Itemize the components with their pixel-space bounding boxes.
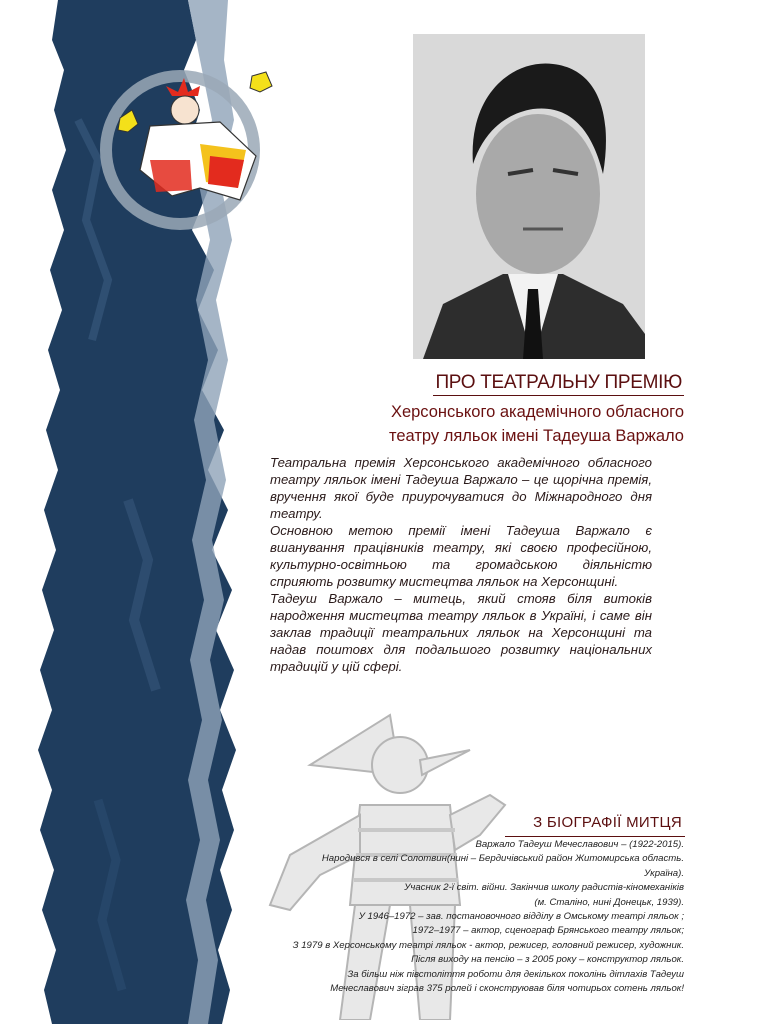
portrait-photo [413,34,645,359]
paragraph: Основною метою премії імені Тадеуша Варжало є вшанування працівників театру, які своєю професійною, культурно-освітньою та громадською діяльністю сприяють розвитку мистецтва ляльок на Херсонщині. [270,523,652,589]
award-subheading-line1: Херсонського академічного обласного [390,403,684,421]
bio-line: У 1946–1972 – зав. постановочного відділу в Омському театрі ляльок ; [358,911,684,923]
award-description [270,454,652,675]
paragraph: Театральна премія Херсонського академічного обласного театру ляльок імені Тадеуша Варжало – це щорічна премія, вручення якої буде приурочуватися до Міжнародного дня театру. [270,455,652,521]
bio-line: Мечеславович зіграв 375 ролей і сконструював біля чотирьох сотень ляльок! [330,983,684,995]
bio-line: Після виходу на пенсію – з 2005 року – конструктор ляльок. [411,954,684,966]
theatre-logo [80,60,280,230]
bio-line: Народився в селі Солотвин(нині – Бердичівський район Житомирська область. [321,853,684,865]
bio-line: Україна). [644,867,684,879]
bio-line: Учасник 2-ї світ. війни. Закінчив школу радистів-кіномеханіків [404,882,684,894]
bio-line: Варжало Тадеуш Мечеславович – (1922-2015). [475,839,684,850]
award-subheading-line2: театру ляльок імені Тадеуша Варжало [388,427,684,445]
biography-heading: З БІОГРАФІЇ МИТЦЯ [533,814,682,831]
bio-line: 1972–1977 – актор, сценограф Брянського театру ляльок; [412,925,684,937]
award-heading: ПРО ТЕАТРАЛЬНУ ПРЕМІЮ [433,372,684,396]
bio-line: (м. Сталіно, нині Донецьк, 1939). [534,896,684,908]
biography-text [224,838,684,996]
bio-line: За більш ніж півстоліття роботи для декількох поколінь дітлахів Тадеуш [347,968,684,980]
paragraph: Тадеуш Варжало – митець, який стояв біля витоків народження мистецтва театру ляльок в Україні, і саме він заклав традиції театральних ляльок на Херсонщині та надав поштовх для подальшого розвитку національних традицій у цій сфері. [270,591,652,674]
bio-line: З 1979 в Херсонському театрі ляльок - актор, режисер, головний режисер, художник. [292,939,684,951]
biography-divider [505,836,685,837]
